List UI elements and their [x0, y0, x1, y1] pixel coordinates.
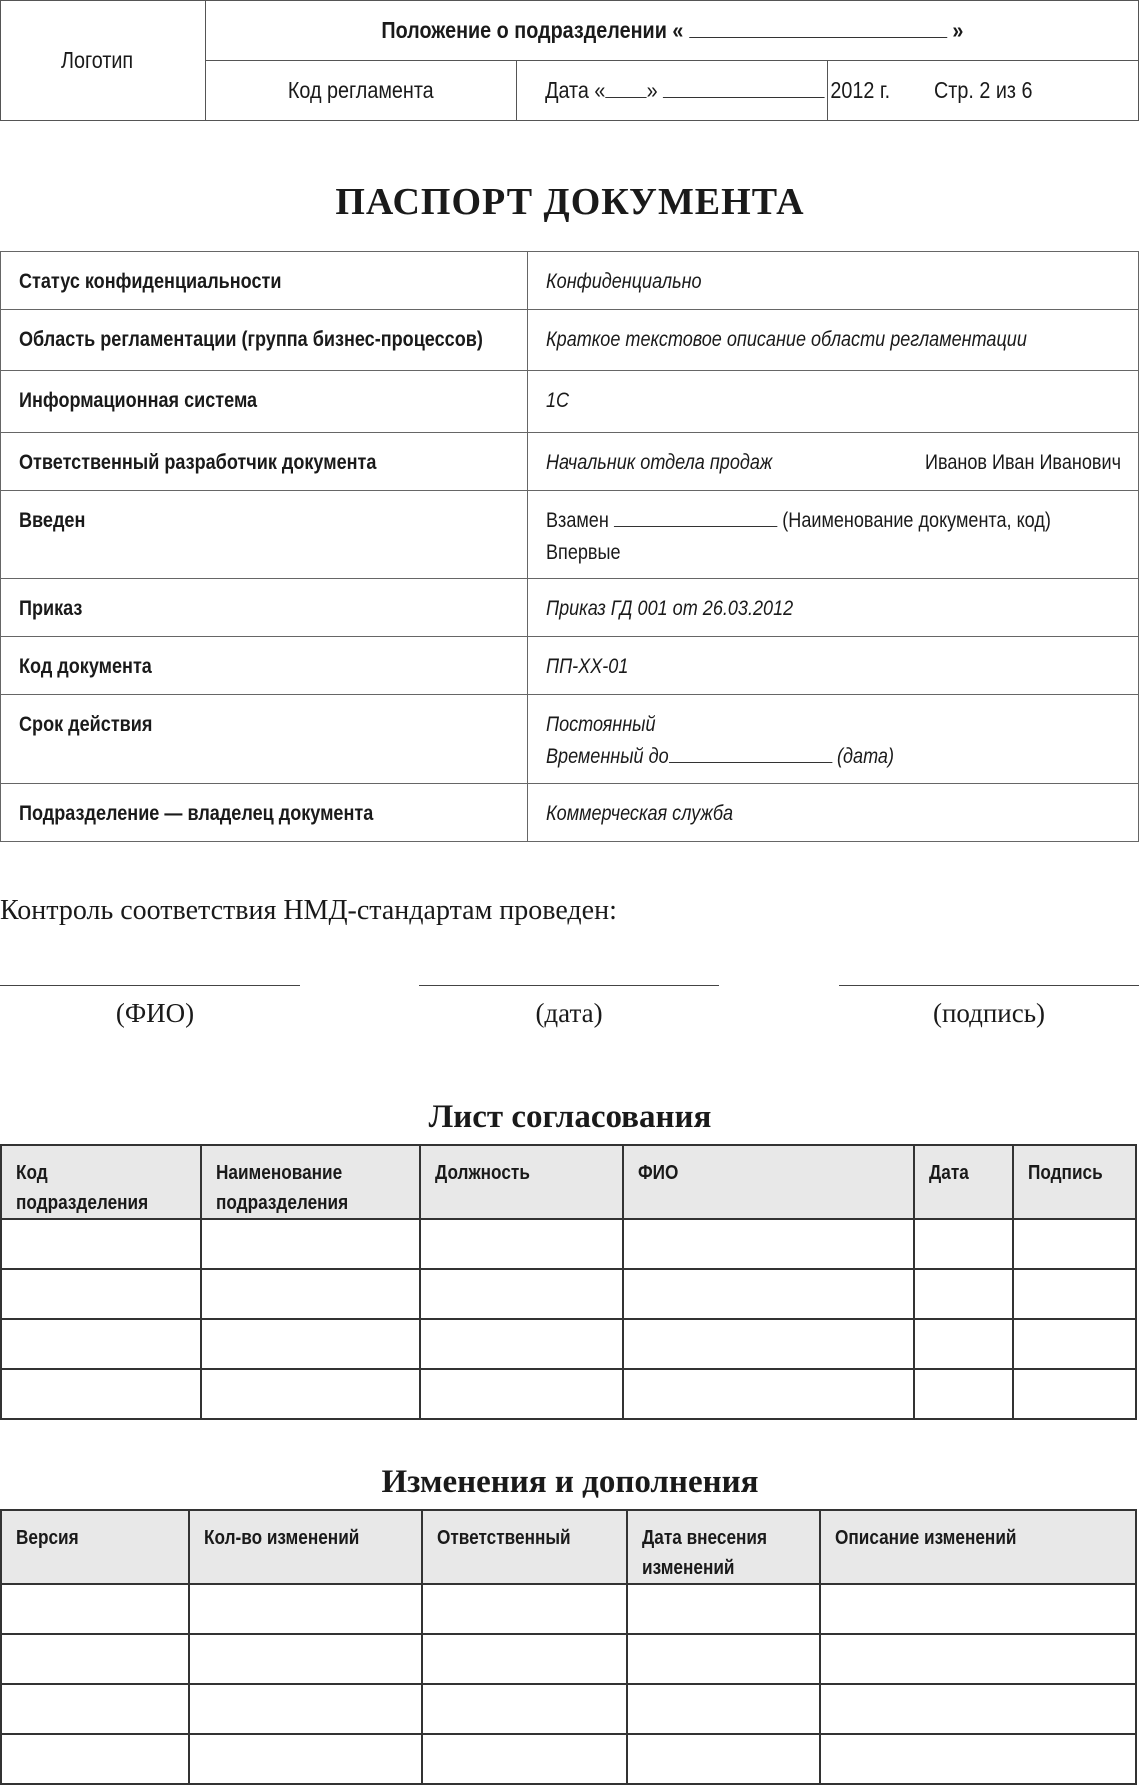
column-header: Подпись	[1013, 1145, 1136, 1219]
date-line	[419, 985, 719, 986]
signature-line	[839, 985, 1139, 986]
table-cell[interactable]	[914, 1269, 1013, 1319]
table-cell[interactable]	[627, 1734, 820, 1784]
table-cell[interactable]	[189, 1634, 422, 1684]
passport-key: Информационная система	[1, 371, 528, 433]
regulation-code: Код регламента	[206, 61, 517, 121]
table-cell[interactable]	[422, 1634, 627, 1684]
passport-row	[1, 491, 1139, 579]
column-header: Наименование подразделения	[201, 1145, 420, 1219]
passport-key: Ответственный разработчик документа	[1, 433, 528, 491]
table-cell[interactable]	[201, 1369, 420, 1419]
table-cell[interactable]	[623, 1219, 914, 1269]
table-cell[interactable]	[820, 1684, 1136, 1734]
fio-line	[0, 985, 300, 986]
column-header: Описание изменений	[820, 1510, 1136, 1584]
table-cell[interactable]	[422, 1684, 627, 1734]
table-cell[interactable]	[1013, 1369, 1136, 1419]
department-name-blank	[688, 36, 946, 38]
passport-row	[1, 637, 1139, 695]
table-cell[interactable]	[1, 1319, 201, 1369]
passport-value: Краткое текстовое описание области регламентации	[528, 310, 1139, 371]
passport-value: Взамен (Наименование документа, код) Впервые	[528, 491, 1139, 579]
table-cell[interactable]	[1, 1634, 189, 1684]
fio-label: (ФИО)	[115, 998, 195, 1028]
passport-row	[1, 784, 1139, 842]
passport-row	[1, 371, 1139, 433]
table-header-row	[1, 1145, 1136, 1219]
table-cell[interactable]	[422, 1584, 627, 1634]
table-cell[interactable]	[623, 1319, 914, 1369]
date-prefix: Дата «	[545, 77, 606, 103]
column-header: Код подразделения	[1, 1145, 201, 1219]
column-header: Версия	[1, 1510, 189, 1584]
passport-value: 1С	[528, 371, 1139, 433]
date-mid: »	[646, 77, 658, 103]
passport-value: Постоянный Временный до (дата)	[528, 695, 1139, 784]
column-header: Ответственный	[422, 1510, 627, 1584]
changes-table	[0, 1509, 1137, 1785]
date-label: (дата)	[535, 998, 603, 1028]
table-cell[interactable]	[1, 1684, 189, 1734]
passport-value: Начальник отдела продаж Иванов Иван Иванович	[528, 433, 1139, 491]
passport-value: Коммерческая служба	[528, 784, 1139, 842]
table-row	[1, 1634, 1136, 1684]
table-cell[interactable]	[1, 1369, 201, 1419]
column-header: Дата	[914, 1145, 1013, 1219]
table-header-row	[1, 1510, 1136, 1584]
month-blank	[663, 96, 825, 98]
table-row	[1, 1584, 1136, 1634]
table-cell[interactable]	[914, 1369, 1013, 1419]
table-cell[interactable]	[1, 1734, 189, 1784]
table-row	[1, 1269, 1136, 1319]
control-statement: Контроль соответствия НМД-стандартам проведен:	[0, 895, 617, 926]
regulation-date	[517, 61, 891, 121]
table-cell[interactable]	[420, 1319, 623, 1369]
approval-title: Лист согласования	[428, 1099, 712, 1135]
table-cell[interactable]	[420, 1269, 623, 1319]
passport-row	[1, 433, 1139, 491]
title-prefix: Положение о подразделении «	[380, 17, 683, 43]
passport-row	[1, 579, 1139, 637]
title-suffix: »	[951, 17, 963, 43]
table-cell[interactable]	[914, 1219, 1013, 1269]
passport-table	[0, 251, 1139, 842]
table-row	[1, 1734, 1136, 1784]
table-cell[interactable]	[914, 1319, 1013, 1369]
table-cell[interactable]	[627, 1584, 820, 1634]
document-header	[0, 0, 1139, 121]
table-cell[interactable]	[820, 1734, 1136, 1784]
column-header: Кол-во изменений	[189, 1510, 422, 1584]
table-cell[interactable]	[201, 1269, 420, 1319]
passport-value: Приказ ГД 001 от 26.03.2012	[528, 579, 1139, 637]
table-row	[1, 1319, 1136, 1369]
passport-value: ПП-ХХ-01	[528, 637, 1139, 695]
column-header: Дата внесения изменений	[627, 1510, 820, 1584]
developer-name: Иванов Иван Иванович	[925, 451, 1121, 474]
date-year: 2012 г.	[830, 77, 891, 103]
table-cell[interactable]	[189, 1734, 422, 1784]
table-cell[interactable]	[189, 1584, 422, 1634]
signature-label: (подпись)	[932, 998, 1046, 1028]
table-cell[interactable]	[1013, 1219, 1136, 1269]
passport-key: Срок действия	[1, 695, 528, 784]
passport-key: Статус конфиденциальности	[1, 252, 528, 310]
table-cell[interactable]	[201, 1219, 420, 1269]
table-cell[interactable]	[623, 1369, 914, 1419]
passport-key: Приказ	[1, 579, 528, 637]
approval-table	[0, 1144, 1137, 1420]
replaced-doc-blank	[614, 525, 777, 527]
table-cell[interactable]	[623, 1269, 914, 1319]
table-cell[interactable]	[1, 1269, 201, 1319]
logo-label: Логотип	[61, 47, 134, 73]
table-cell[interactable]	[422, 1734, 627, 1784]
table-cell[interactable]	[1013, 1269, 1136, 1319]
regulation-title	[206, 1, 1139, 61]
column-header: ФИО	[623, 1145, 914, 1219]
passport-key: Подразделение — владелец документа	[1, 784, 528, 842]
table-cell[interactable]	[189, 1684, 422, 1734]
valid-until-blank	[669, 761, 832, 763]
passport-key: Область регламентации (группа бизнес-процессов)	[1, 310, 528, 371]
changes-title: Изменения и дополнения	[381, 1464, 759, 1500]
page-number: Стр. 2 из 6	[828, 61, 1139, 121]
passport-row	[1, 310, 1139, 371]
table-cell[interactable]	[420, 1369, 623, 1419]
column-header: Должность	[420, 1145, 623, 1219]
table-cell[interactable]	[201, 1319, 420, 1369]
passport-key: Введен	[1, 491, 528, 579]
table-cell[interactable]	[1013, 1319, 1136, 1369]
table-cell[interactable]	[1, 1219, 201, 1269]
table-cell[interactable]	[627, 1634, 820, 1684]
table-cell[interactable]	[820, 1634, 1136, 1684]
table-cell[interactable]	[1, 1584, 189, 1634]
table-row	[1, 1369, 1136, 1419]
passport-row	[1, 695, 1139, 784]
passport-key: Код документа	[1, 637, 528, 695]
table-row	[1, 1219, 1136, 1269]
page-title: ПАСПОРТ ДОКУМЕНТА	[335, 181, 805, 223]
passport-value: Конфиденциально	[528, 252, 1139, 310]
logo-placeholder	[1, 1, 206, 121]
table-row	[1, 1684, 1136, 1734]
table-cell[interactable]	[820, 1584, 1136, 1634]
day-blank	[605, 96, 646, 98]
passport-row	[1, 252, 1139, 310]
table-cell[interactable]	[627, 1684, 820, 1734]
table-cell[interactable]	[420, 1219, 623, 1269]
